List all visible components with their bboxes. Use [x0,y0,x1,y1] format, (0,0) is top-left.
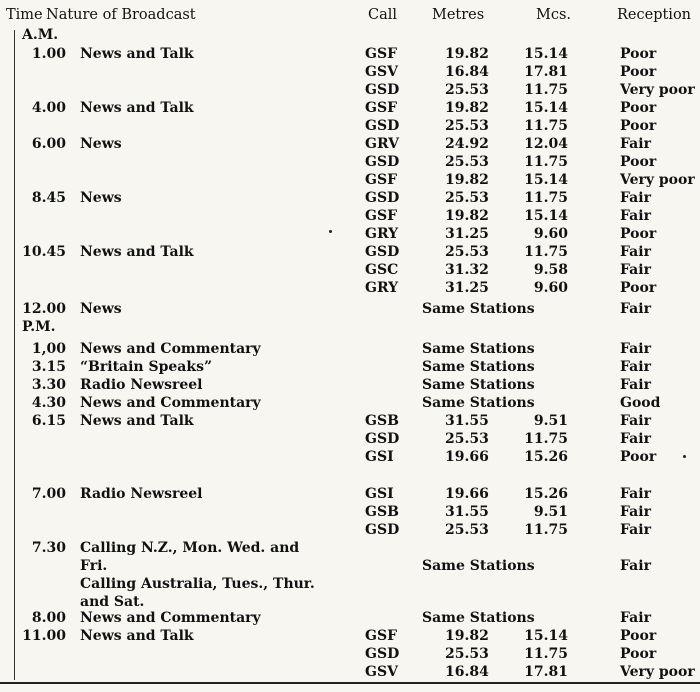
row-reception: Fair [620,504,651,520]
row-reception: Fair [620,431,651,447]
row-reception: Poor [620,449,657,465]
row-same-stations: Same Stations [422,610,535,626]
row-reception: Very poor [620,664,695,680]
row-reception: Fair [620,136,651,152]
row-reception: Fair [620,610,651,626]
row-time: 10.45 [22,244,66,260]
row-same-stations: Same Stations [422,341,535,357]
row-call: GSF [365,46,398,62]
row-mcs: 15.14 [524,628,568,644]
row-mcs: 11.75 [524,522,568,538]
row-mcs: 15.26 [524,486,568,502]
print-speck [683,455,686,458]
row-call: GSD [365,190,400,206]
row-reception: Fair [620,522,651,538]
section-am: A.M. [22,27,59,43]
row-metres: 31.32 [445,262,489,278]
row-reception: Poor [620,280,657,296]
header-nature: Nature of Broadcast [46,7,196,23]
row-call: GSB [365,413,399,429]
header-metres: Metres [432,7,485,23]
row-nature-line: Calling N.Z., Mon. Wed. and [80,540,300,556]
row-time: 4.00 [31,100,66,116]
header-time: Time [6,7,43,23]
row-mcs: 9.51 [533,504,568,520]
row-metres: 19.66 [445,449,489,465]
row-call: GSD [365,522,400,538]
row-time: 8.00 [31,610,66,626]
row-mcs: 11.75 [524,118,568,134]
header-mcs: Mcs. [536,7,572,23]
row-time: 1,00 [31,341,66,357]
row-time: 6.15 [31,413,66,429]
row-mcs: 11.75 [524,244,568,260]
row-call: GRY [365,226,399,242]
row-mcs: 15.14 [524,46,568,62]
row-time: 7.00 [31,486,66,502]
row-metres: 25.53 [445,244,489,260]
row-same-stations: Same Stations [422,558,535,574]
row-call: GSI [365,449,394,465]
row-mcs: 15.14 [524,172,568,188]
row-time: 11.00 [22,628,66,644]
print-speck [329,230,332,233]
row-mcs: 17.81 [524,664,568,680]
row-reception: Very poor [620,172,695,188]
row-mcs: 11.75 [524,646,568,662]
header-reception: Reception [617,7,692,23]
row-nature-line: and Sat. [80,594,145,610]
row-reception: Fair [620,262,651,278]
row-nature-line: Fri. [80,558,108,574]
row-mcs: 15.26 [524,449,568,465]
row-mcs: 11.75 [524,82,568,98]
row-reception: Fair [620,377,651,393]
row-time: 4.30 [31,395,66,411]
bottom-rule [0,682,700,684]
row-nature: News and Talk [80,413,194,429]
row-mcs: 9.51 [533,413,568,429]
row-reception: Very poor [620,82,695,98]
row-mcs: 9.58 [533,262,568,278]
row-nature: News [80,301,122,317]
row-reception: Poor [620,154,657,170]
row-metres: 25.53 [445,154,489,170]
row-reception: Fair [620,359,651,375]
row-reception: Fair [620,301,651,317]
row-metres: 19.66 [445,486,489,502]
row-metres: 19.82 [445,100,489,116]
row-reception: Good [620,395,661,411]
row-metres: 16.84 [445,664,489,680]
row-call: GRV [365,136,399,152]
row-metres: 25.53 [445,118,489,134]
row-mcs: 9.60 [533,226,568,242]
row-reception: Poor [620,226,657,242]
section-pm: P.M. [22,319,56,335]
row-call: GSD [365,646,400,662]
row-reception: Fair [620,208,651,224]
row-call: GSF [365,208,398,224]
row-reception: Poor [620,100,657,116]
row-nature: News and Talk [80,46,194,62]
row-mcs: 11.75 [524,190,568,206]
row-same-stations: Same Stations [422,301,535,317]
row-nature: News [80,136,122,152]
row-call: GSC [365,262,399,278]
row-nature: News and Commentary [80,395,261,411]
row-call: GRY [365,280,399,296]
row-call: GSD [365,154,400,170]
row-nature: News [80,190,122,206]
row-time: 1.00 [31,46,66,62]
row-mcs: 11.75 [524,431,568,447]
row-call: GSD [365,118,400,134]
row-metres: 19.82 [445,628,489,644]
row-metres: 25.53 [445,522,489,538]
row-same-stations: Same Stations [422,359,535,375]
row-metres: 25.53 [445,646,489,662]
row-nature: “Britain Speaks” [80,359,213,375]
row-reception: Poor [620,646,657,662]
row-time: 8.45 [31,190,66,206]
row-mcs: 11.75 [524,154,568,170]
row-reception: Poor [620,64,657,80]
row-same-stations: Same Stations [422,395,535,411]
row-call: GSB [365,504,399,520]
row-nature: News and Talk [80,628,194,644]
row-metres: 31.55 [445,504,489,520]
row-time: 6.00 [31,136,66,152]
row-call: GSD [365,244,400,260]
row-mcs: 15.14 [524,208,568,224]
row-reception: Poor [620,118,657,134]
row-call: GSD [365,82,400,98]
row-reception: Fair [620,244,651,260]
row-metres: 16.84 [445,64,489,80]
row-call: GSI [365,486,394,502]
row-time: 12.00 [22,301,66,317]
row-call: GSF [365,628,398,644]
row-reception: Fair [620,486,651,502]
row-metres: 31.25 [445,226,489,242]
row-metres: 19.82 [445,172,489,188]
row-mcs: 17.81 [524,64,568,80]
header-call: Call [368,7,398,23]
row-metres: 25.53 [445,82,489,98]
row-call: GSV [365,664,398,680]
row-reception: Fair [620,190,651,206]
row-mcs: 12.04 [524,136,568,152]
row-metres: 19.82 [445,46,489,62]
row-metres: 25.53 [445,190,489,206]
row-metres: 19.82 [445,208,489,224]
row-call: GSD [365,431,400,447]
row-call: GSF [365,172,398,188]
row-call: GSV [365,64,398,80]
row-nature-line: Calling Australia, Tues., Thur. [80,576,315,592]
row-call: GSF [365,100,398,116]
row-mcs: 9.60 [533,280,568,296]
row-time: 3.15 [31,359,66,375]
row-nature: News and Talk [80,100,194,116]
row-metres: 31.55 [445,413,489,429]
left-rule [14,30,15,680]
row-nature: News and Commentary [80,610,261,626]
row-reception: Poor [620,628,657,644]
row-reception: Poor [620,46,657,62]
row-same-stations: Same Stations [422,377,535,393]
row-reception: Fair [620,413,651,429]
row-metres: 25.53 [445,431,489,447]
row-time: 7.30 [31,540,66,556]
row-metres: 24.92 [445,136,489,152]
row-nature: Radio Newsreel [80,486,203,502]
row-time: 3.30 [31,377,66,393]
row-nature: News and Commentary [80,341,261,357]
row-reception: Fair [620,341,651,357]
row-metres: 31.25 [445,280,489,296]
row-nature: Radio Newsreel [80,377,203,393]
row-mcs: 15.14 [524,100,568,116]
row-nature: News and Talk [80,244,194,260]
row-reception: Fair [620,558,651,574]
